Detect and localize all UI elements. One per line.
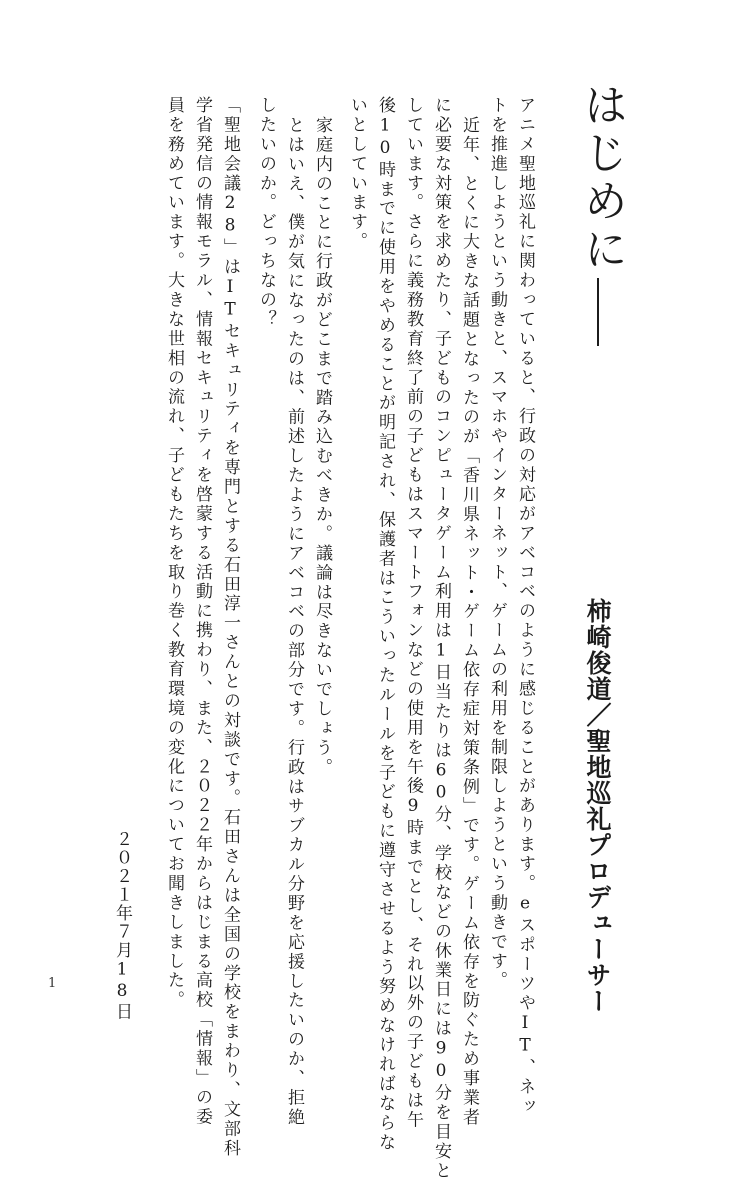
body-line: しています。さらに義務教育終了前の子どもはスマートフォンなどの使用を午後9時までとし、それ以外の子どもは午: [403, 96, 423, 1130]
body-line: トを推進しようという動きと、スマホやインターネット、ゲームの利用を制限しようという動きです。: [487, 96, 507, 991]
body-line: に必要な対策を求めたり、子どものコンピュータゲーム利用は1日当たりは60分、学校などの休業日には90分を目安と: [431, 96, 451, 1181]
body-line: 学省発信の情報モラル、情報セキュリティを啓蒙する活動に携わり、また、２０２２年からはじまる高校「情報」の委: [192, 96, 212, 1127]
body-line: 「聖地会議28」はITセキュリティを専門とする石田淳一さんとの対談です。石田さんは全国の学校をまわり、文部科: [220, 96, 240, 1159]
body-line: いとしています。: [347, 96, 367, 252]
body-line: 員を務めています。大きな世相の流れ、子どもたちを取り巻く教育環境の変化についてお聞きしました。: [164, 96, 184, 1011]
title-dash: [597, 278, 599, 346]
author-byline: 柿崎俊道／聖地巡礼プロデューサー: [583, 598, 612, 1014]
body-line: 後10時までに使用をやめることが明記され、保護者はこういったルールを子どもに遵守させるよう努めなければならな: [375, 96, 395, 1153]
body-line: アニメ聖地巡礼に関わっていると、行政の対応がアベコベのように感じることがあります。eスポーツやIT、ネッ: [515, 96, 535, 1117]
body-line: 近年、とくに大きな話題となったのが「香川県ネット・ゲーム依存症対策条例」です。ゲーム依存を防ぐため事業者: [459, 116, 479, 1128]
body-line: とはいえ、僕が気になったのは、前述したようにアベコベの部分です。行政はサブカル分野を応援したいのか、拒絶: [284, 116, 304, 1128]
page-number: 1: [48, 976, 57, 991]
body-line: 家庭内のことに行政がどこまで踏み込むべきか。議論は尽きないでしょう。: [312, 116, 332, 778]
date: ２０２１年７月18日: [112, 830, 132, 1021]
page-title: はじめに: [576, 82, 627, 274]
body-line: したいのか。どっちなの？: [256, 96, 276, 330]
